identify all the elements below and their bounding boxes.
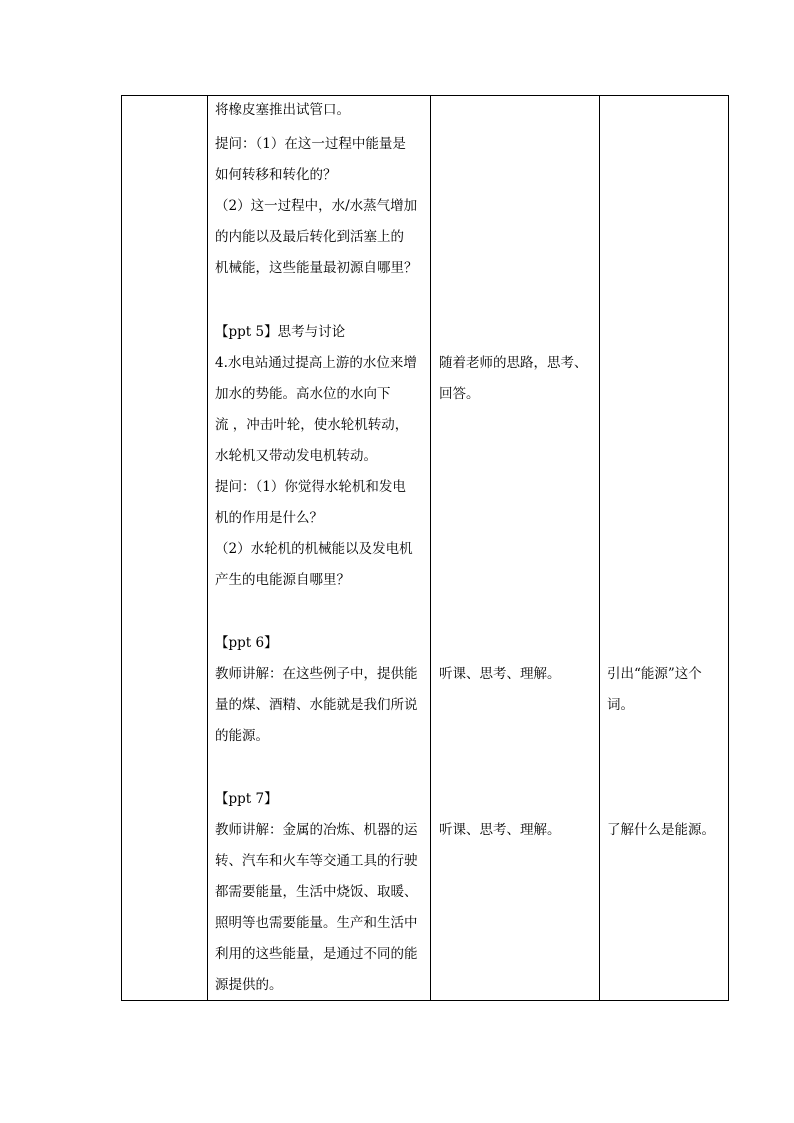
table-cell-student-activity: [431, 96, 600, 1001]
text-line: 听课、思考、理解。: [439, 666, 561, 682]
text-line: 产生的电能源自哪里？: [215, 572, 350, 588]
table-row: [122, 96, 729, 1001]
text-line: 教师讲解：金属的冶炼、机器的运: [215, 822, 418, 838]
text-line: 听课、思考、理解。: [439, 822, 561, 838]
text-line: 加水的势能。高水位的水向下: [215, 386, 391, 402]
text-line: 的能源。: [215, 728, 269, 744]
text-line: （2）水轮机的机械能以及发电机: [215, 541, 413, 557]
text-line: 提问：（1）你觉得水轮机和发电: [215, 479, 406, 495]
table-cell-empty: [122, 96, 208, 1001]
text-line: 量的煤、酒精、水能就是我们所说: [215, 697, 418, 713]
text-line: 教师讲解：在这些例子中，提供能: [215, 666, 418, 682]
text-line: 转、汽车和火车等交通工具的行驶: [215, 853, 418, 869]
text-line: 提问：（1）在这一过程中能量是: [215, 136, 406, 152]
text-line: 了解什么是能源。: [607, 822, 715, 838]
text-line: 都需要能量，生活中烧饭、取暖、: [215, 884, 418, 900]
text-line: 如何转移和转化的？: [215, 167, 337, 183]
text-line: 随着老师的思路，思考、: [439, 355, 588, 371]
text-line: 4.水电站通过提高上游的水位来增: [215, 355, 417, 371]
text-line: 利用的这些能量，是通过不同的能: [215, 946, 418, 962]
text-line: 水轮机又带动发电机转动。: [215, 448, 377, 464]
text-line: 流 ，冲击叶轮，使水轮机转动，: [215, 417, 409, 433]
text-line: 的内能以及最后转化到活塞上的: [215, 229, 404, 245]
text-line: 将橡皮塞推出试管口。: [215, 102, 350, 118]
lesson-plan-table: [121, 95, 729, 1001]
text-line: 【ppt 7】: [215, 791, 278, 807]
text-line: 机的作用是什么？: [215, 510, 323, 526]
text-line: 回答。: [439, 386, 480, 402]
text-line: 引出“能源”这个: [607, 666, 702, 682]
text-line: 照明等也需要能量。生产和生活中: [215, 915, 418, 931]
text-line: （2）这一过程中，水/水蒸气增加: [215, 198, 418, 214]
text-line: 词。: [607, 697, 634, 713]
text-line: 机械能，这些能量最初源自哪里？: [215, 260, 418, 276]
text-line: 【ppt 6】: [215, 635, 278, 651]
table-cell-teaching-content: [208, 96, 431, 1001]
table-cell-design-intent: [600, 96, 729, 1001]
text-line: 【ppt 5】思考与讨论: [215, 324, 346, 340]
text-line: 源提供的。: [215, 977, 283, 993]
